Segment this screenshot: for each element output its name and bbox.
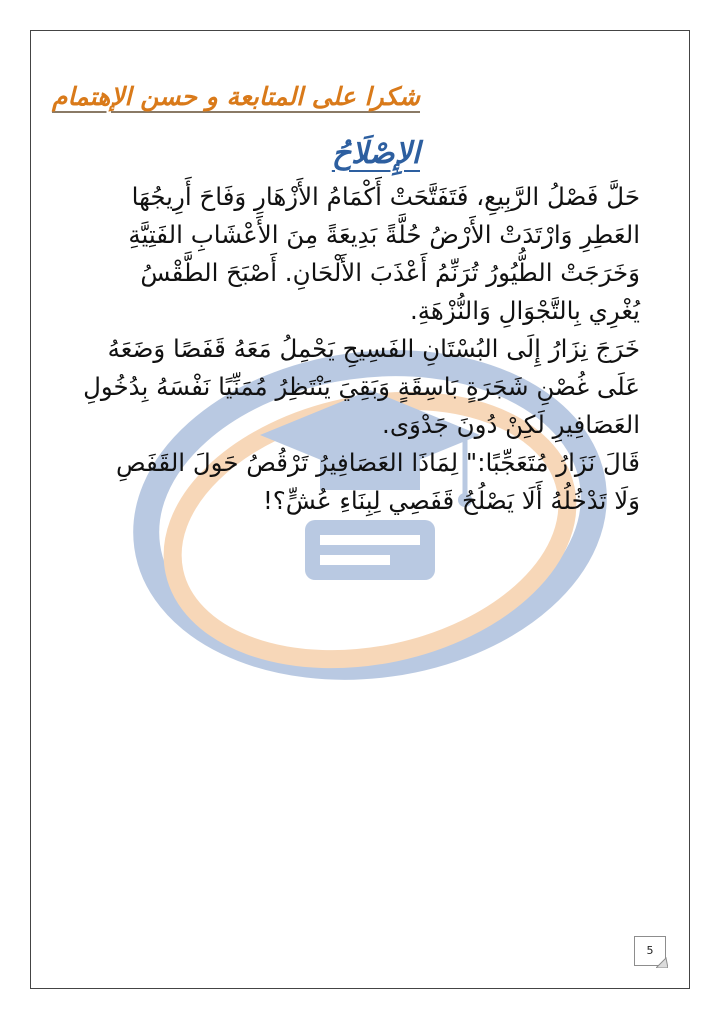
- story-line: العَصَافِيرِ لَكِنْ دُونَ جَدْوَى.: [382, 410, 640, 439]
- story-line: خَرَجَ نِزَارُ إِلَى البُسْتَانِ الفَسِيحِ يَحْمِلُ مَعَهُ قَفَصًا وَضَعَهُ: [107, 334, 640, 363]
- story-line: عَلَى غُصْنِ شَجَرَةٍ بَاسِقَةٍ وَبَقِيَ يَنْتَظِرُ مُمَنِّيًا نَفْسَهُ بِدُخُولِ: [83, 372, 640, 401]
- page-number: 5: [634, 936, 666, 966]
- story-line: يُغْرِي بِالتَّجْوَالِ وَالنُّزْهَةِ.: [410, 296, 640, 325]
- story-line: حَلَّ فَصْلُ الرَّبِيعِ، فَتَفَتَّحَتْ أَكْمَامُ الأَزْهَارِ وَفَاحَ أَرِيجُهَا: [131, 182, 640, 211]
- story-line: وَلَا تَدْخُلُهُ أَلَا يَصْلُحُ قَفَصِي لِبِنَاءِ عُشٍّ؟!: [262, 486, 640, 515]
- story-line: العَطِرِ وَارْتَدَتْ الأَرْضُ حُلَّةً بَدِيعَةً مِنَ الأَعْشَابِ الفَتِيَّةِ: [128, 220, 640, 249]
- story-text: [80, 178, 640, 520]
- thanks-heading: شكرا على المتابعة و حسن الإهتمام: [52, 82, 420, 111]
- page-title: الإِصْلَاحُ: [331, 136, 420, 171]
- story-line: وَخَرَجَتْ الطُّيُورُ تُرَنِّمُ أَعْذَبَ الأَلْحَانِ. أَصْبَحَ الطَّقْسُ: [140, 258, 640, 287]
- story-line: قَالَ نَزَارُ مُتَعَجِّبًا:" لِمَاذَا العَصَافِيرُ تَرْقُصُ حَولَ القَفَصِ: [116, 448, 640, 477]
- folded-corner-icon: [656, 956, 668, 968]
